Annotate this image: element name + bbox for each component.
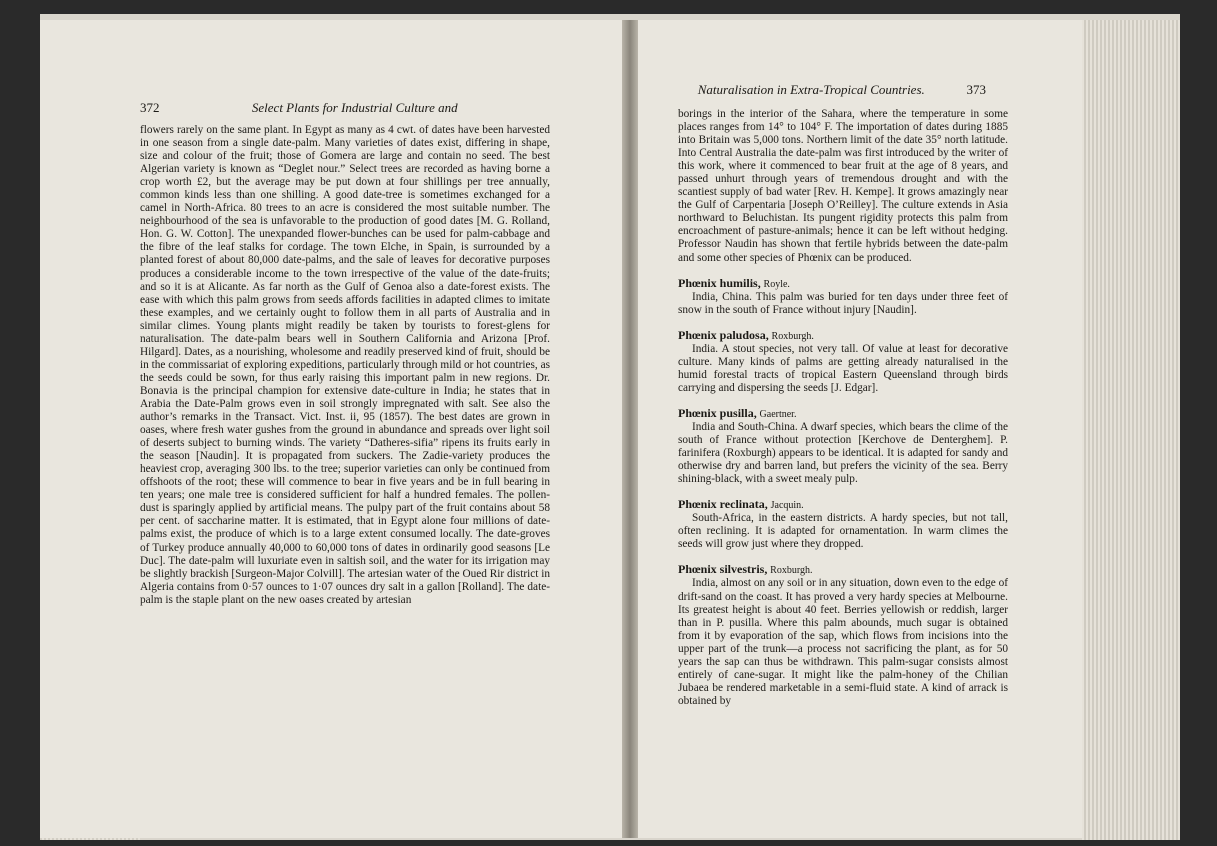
left-page-header xyxy=(140,100,550,116)
species-text: India, China. This palm was buried for ten days under three feet of snow in the south of France without injury [Naudin]. xyxy=(678,290,1008,316)
species-entry xyxy=(678,407,1008,486)
species-text: India and South-China. A dwarf species, which bears the clime of the south of France without protection [Kerchove de Denterghem]. P. farinifera (Roxburgh) appears to be identical. It is adapted for sandy and otherwise dry and barren land, but prefers the vicinity of the sea. Berry shining-black, with a sweet mealy pulp. xyxy=(678,420,1008,486)
species-title: Phœnix pusilla, xyxy=(678,405,757,420)
right-page-number: 373 xyxy=(966,82,986,97)
left-page-body xyxy=(140,124,550,607)
right-running-title: Naturalisation in Extra-Tropical Countries. xyxy=(697,82,925,97)
species-author: Roxburgh. xyxy=(770,565,813,577)
left-page xyxy=(40,20,622,838)
species-entry xyxy=(678,329,1008,395)
species-title: Phœnix paludosa, xyxy=(678,327,769,342)
species-text: South-Africa, in the eastern districts. A hardy species, but not tall, often reclining. It is adapted for ornamentation. In warm climes the seeds will grow just where they dropped. xyxy=(678,512,1008,551)
species-entry xyxy=(678,277,1008,317)
species-text: India. A stout species, not very tall. Of value at least for decorative culture. Many kinds of palms are getting already naturalised in the humid forestal tracts of tropical Eastern Queensland through birds carrying and dispersing the seeds [J. Edgar]. xyxy=(678,342,1008,394)
left-page-number: 372 xyxy=(140,100,160,115)
right-page xyxy=(638,20,1082,838)
left-body-text: flowers rarely on the same plant. In Egypt as many as 4 cwt. of dates have been harvested in one season from a single date-palm. Many varieties of dates exist, differing in shape, size and colour of the fruit; those of Gomera are large and contain no seed. The best Algerian variety is known as “Deglet nour.” Select trees are recorded as having borne a crop worth £2, but the average may be put down at four shillings per tree annually, common kinds less than one shilling. A good date-tree is sometimes exchanged for a camel in North-Africa. 80 trees to an acre is considered the most suitable number. The neighbourhood of the sea is unfavorable to the production of good dates [M. G. Rolland, Hon. G. W. Cotton]. The unexpanded flower-bunches can be used for palm-cabbage and the fibre of the leaf stalks for cordage. The town Elche, in Spain, is surrounded by a planted forest of about 80,000 date-palms, and the sale of leaves for decorative purposes produces a considerable income to the town irrespective of the value of the date-fruits; and so it is at Alicante. As far north as the Gulf of Genoa also a date-forest exists. The ease with which this palm grows from seeds affords facilities in adapted climes to imitate these examples, and we certainly ought to follow them in all parts of Australia and in similar climes. Young plants might readily be taken by tourists to forest-glens for naturalisation. The date-palm bears well in Southern California and Arizona [Prof. Hilgard]. Dates, as a nourishing, wholesome and readily preserved kind of fruit, should be in the commissariat of exploring expeditions, particularly through mild or hot countries, as the seeds could be sown, for thus early raising this important palm in new regions. Dr. Bonavia is the principal champion for extensive date-culture in India; he states that in Arabia the Date-Palm grows even in soil strongly impregnated with salt. See also the author’s remarks in the Transact. Vict. Inst. ii, 95 (1857). The best dates are grown in oases, where fresh water gushes from the ground in abundance and spreads over light soil of deserts subject to burning winds. The variety “Datheres-sifia” ripens its fruits early in the season [Naudin]. It is propagated from suckers. The Zadie-variety produces the heaviest crop, averaging 300 lbs. to the tree; superior varieties can only be continued from offshoots of the root; these will commence to bear in five years and be in full bearing in ten years; one male tree is considered sufficient for half a hundred females. The pollen-dust is sparingly applied by artificial means. The pulpy part of the fruit contains about 58 per cent. of saccharine matter. It is estimated, that in Egypt alone four millions of date-palms exist, the produce of which is to a large extent consumed locally. The date-groves of Turkey produce annually 40,000 to 60,000 tons of dates in ordinarily good seasons [Le Duc]. The date-palm will luxuriate even in saltish soil, and the water for its irrigation may be slightly brackish [Surgeon-Major Colvill]. The artesian water of the Oued Rir district in Algeria contains from 0·57 ounces to 1·07 ounces dry salt in a gallon [Rolland]. The date-palm is the staple plant on the new oases created by artesian xyxy=(140,124,550,606)
right-page-body xyxy=(678,108,1008,708)
species-title: Phœnix silvestris, xyxy=(678,562,768,577)
right-intro-text: borings in the interior of the Sahara, where the temperature in some places ranges from 14° to 104° F. The importation of dates during 1885 into Britain was 5,000 tons. Northern limit of the date 35° north latitude. Into Central Australia the date-palm was first introduced by the writer of this work, where it commenced to bear fruit at the age of 8 years, and passed unhurt through years of tremendous drought and with the scantiest supply of bad water [Rev. H. Kempe]. It grows amazingly near the Gulf of Carpentaria [Joseph O’Reilley]. The culture extends in Asia northward to Beluchistan. Its pungent rigidity protects this palm from encroachment of pasture-animals; hence it can be left without hedging. Professor Naudin has shown that fertile hybrids between the date-palm and some other species of Phœnix can be produced. xyxy=(678,108,1008,264)
book-gutter xyxy=(622,20,638,838)
species-title: Phœnix humilis, xyxy=(678,275,761,290)
species-entry xyxy=(678,563,1008,708)
species-author: Gaertner. xyxy=(759,408,797,420)
species-author: Royle. xyxy=(763,278,790,290)
species-entry xyxy=(678,498,1008,551)
species-author: Roxburgh. xyxy=(771,330,814,342)
species-author: Jacquin. xyxy=(770,500,804,512)
right-page-header xyxy=(656,82,986,98)
left-running-title: Select Plants for Industrial Culture and xyxy=(251,100,458,115)
species-title: Phœnix reclinata, xyxy=(678,497,768,512)
page-edges-right xyxy=(1082,20,1180,840)
species-text: India, almost on any soil or in any situation, down even to the edge of drift-sand on the coast. It has proved a very hardy species at Melbourne. Its greatest height is about 40 feet. Berries yellowish or reddish, larger than in P. pusilla. Where this palm abounds, much sugar is obtained from it by evaporation of the sap, which flows from incisions into the upper part of the trunk—a process not sacrificing the plant, as for 50 years the sap can thus be withdrawn. This palm-sugar consists almost entirely of cane-sugar. It might like the palm-honey of the Chilian Jubaea be rendered marketable in a semi-fluid state. A kind of arrack is obtained by xyxy=(678,577,1008,707)
